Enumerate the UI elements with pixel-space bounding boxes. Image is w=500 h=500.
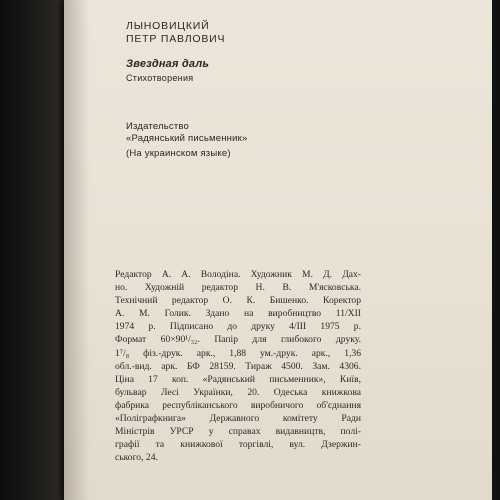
- imprint-line: Формат 60×90¹/₃₂. Папір для глибокого друку.: [115, 334, 361, 346]
- author-surname: ЛЫНОВИЦКИЙ: [126, 20, 210, 32]
- imprint-line: бульвар Лесі Українки, 20. Одеська книжкова: [115, 386, 361, 398]
- imprint-line: Міністрів УРСР у справах видавництв, полі-: [115, 426, 361, 438]
- author-name: [126, 20, 426, 46]
- imprint-line: Технічний редактор О. К. Бишенко. Коректор: [115, 295, 361, 307]
- imprint-line: Ціна 17 коп. «Радянський письменник», Київ,: [115, 373, 361, 385]
- book-title: Звездная даль: [126, 58, 210, 70]
- imprint-line: Редактор А. А. Володіна. Художник М. Д. Дах-: [115, 269, 361, 280]
- imprint-line: 1974 р. Підписано до друку 4/III 1975 р.: [115, 321, 361, 333]
- imprint-line: фабрика республіканського виробничого об'єднання: [115, 399, 361, 411]
- publisher-block: [126, 121, 247, 145]
- imprint-line: 1⁷/₈ фіз.-друк. арк., 1,88 ум.-друк. арк., 1,36: [115, 347, 361, 359]
- publisher-name: «Радянський письменник»: [126, 133, 248, 144]
- publisher-label: Издательство: [126, 121, 190, 132]
- title-block: [126, 20, 426, 83]
- gutter-shadow: [64, 0, 90, 500]
- imprint-line: обл.-вид. арк. БФ 28159. Тираж 4500. Зам. 4306.: [115, 360, 361, 372]
- page-edge: [492, 0, 496, 500]
- author-given-names: ПЕТР ПАВЛОВИЧ: [126, 33, 226, 45]
- imprint-line: ського, 24.: [115, 452, 158, 464]
- imprint-line: но. Художній редактор Н. В. М'ясковська.: [115, 282, 361, 294]
- imprint-line: «Поліграфкнига» Державного комітету Ради: [115, 413, 361, 425]
- book-subtitle: Стихотворения: [126, 73, 194, 83]
- imprint-line: А. М. Голик. Здано на виробництво 11/XII: [115, 308, 361, 320]
- language-note: (На украинском языке): [126, 148, 231, 159]
- imprint-block: [115, 268, 361, 464]
- imprint-line: графії та книжкової торгівлі, вул. Дзержин-: [115, 439, 361, 451]
